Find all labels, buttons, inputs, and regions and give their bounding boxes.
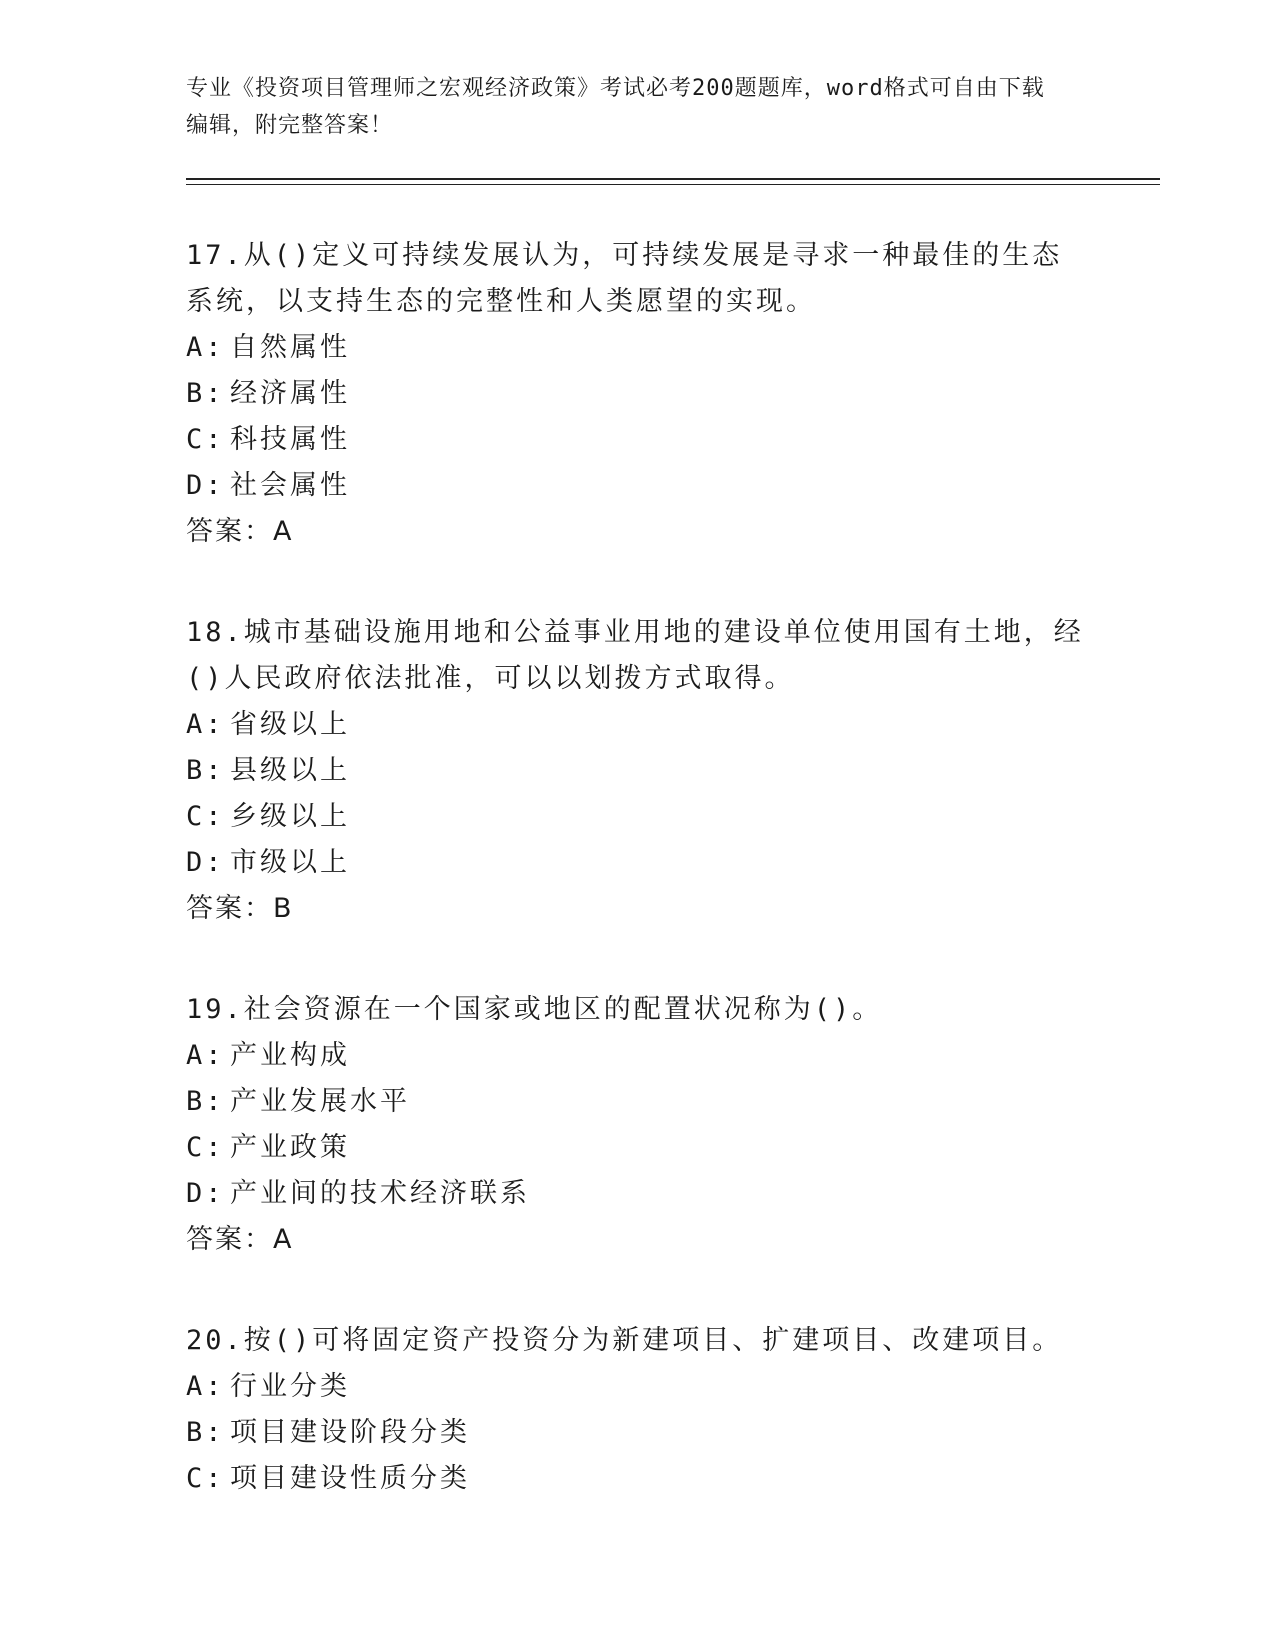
- option-b: [186, 1079, 1086, 1125]
- option-text: 县级以上: [230, 755, 350, 786]
- option-letter: C:: [186, 424, 225, 455]
- option-text: 产业政策: [230, 1132, 350, 1163]
- option-text: 乡级以上: [230, 801, 350, 832]
- option-text: 自然属性: [230, 332, 350, 363]
- option-text: 经济属性: [230, 378, 350, 409]
- option-d: [186, 1171, 1086, 1217]
- question-20: [186, 1318, 1086, 1502]
- option-letter: B:: [186, 378, 225, 409]
- option-d: [186, 840, 1086, 886]
- option-a: [186, 1364, 1086, 1410]
- question-19: [186, 987, 1086, 1263]
- question-list: [186, 233, 1086, 1557]
- option-text: 行业分类: [230, 1371, 350, 1402]
- option-text: 社会属性: [230, 470, 350, 501]
- question-text: 17.从()定义可持续发展认为，可持续发展是寻求一种最佳的生态系统，以支持生态的完整性和人类愿望的实现。: [186, 240, 1063, 317]
- option-text: 科技属性: [230, 424, 350, 455]
- option-letter: D:: [186, 847, 225, 878]
- answer: 答案：A: [186, 1224, 294, 1255]
- option-text: 项目建设阶段分类: [230, 1417, 470, 1448]
- option-letter: C:: [186, 1463, 225, 1494]
- option-b: [186, 748, 1086, 794]
- answer: 答案：A: [186, 516, 294, 547]
- option-text: 产业发展水平: [230, 1086, 410, 1117]
- option-a: [186, 702, 1086, 748]
- option-c: [186, 417, 1086, 463]
- option-letter: D:: [186, 470, 225, 501]
- question-text: 19.社会资源在一个国家或地区的配置状况称为()。: [186, 994, 883, 1025]
- option-b: [186, 371, 1086, 417]
- option-d: [186, 463, 1086, 509]
- option-c: [186, 1456, 1086, 1502]
- option-letter: A:: [186, 709, 225, 740]
- option-letter: B:: [186, 755, 225, 786]
- option-text: 项目建设性质分类: [230, 1463, 470, 1494]
- option-letter: B:: [186, 1417, 225, 1448]
- option-text: 产业构成: [230, 1040, 350, 1071]
- option-letter: A:: [186, 332, 225, 363]
- option-text: 产业间的技术经济联系: [230, 1178, 530, 1209]
- option-text: 省级以上: [230, 709, 350, 740]
- option-c: [186, 1125, 1086, 1171]
- option-c: [186, 794, 1086, 840]
- option-letter: D:: [186, 1178, 225, 1209]
- question-17: [186, 233, 1086, 555]
- option-a: [186, 325, 1086, 371]
- question-text: 20.按()可将固定资产投资分为新建项目、扩建项目、改建项目。: [186, 1325, 1063, 1356]
- option-b: [186, 1410, 1086, 1456]
- option-letter: B:: [186, 1086, 225, 1117]
- answer: 答案：B: [186, 893, 294, 924]
- question-18: [186, 610, 1086, 932]
- option-letter: A:: [186, 1371, 225, 1402]
- option-a: [186, 1033, 1086, 1079]
- header-rule-thick: [186, 178, 1160, 180]
- option-text: 市级以上: [230, 847, 350, 878]
- header-rule-thin: [186, 184, 1160, 185]
- option-letter: A:: [186, 1040, 225, 1071]
- option-letter: C:: [186, 801, 225, 832]
- option-letter: C:: [186, 1132, 225, 1163]
- document-header: 专业《投资项目管理师之宏观经济政策》考试必考200题题库，word格式可自由下载编辑，附完整答案！: [186, 76, 1045, 138]
- question-text: 18.城市基础设施用地和公益事业用地的建设单位使用国有土地，经()人民政府依法批准，可以以划拨方式取得。: [186, 617, 1084, 694]
